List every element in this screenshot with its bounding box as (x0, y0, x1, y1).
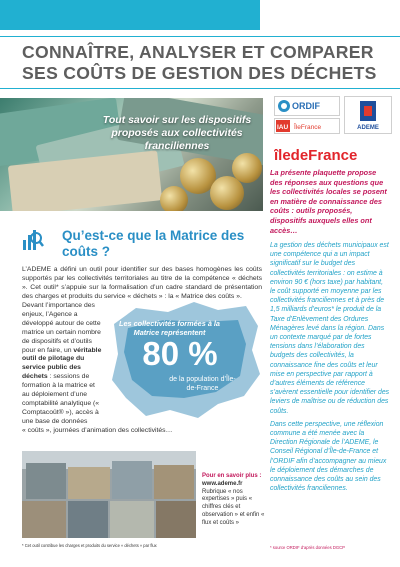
iau-logo-subtext: ÎleFrance (294, 124, 322, 131)
learn-more-title: Pour en savoir plus : (202, 473, 262, 479)
hero-caption: Tout savoir sur les dispositifs proposés aux collectivités franciliennes (102, 114, 252, 152)
side-paragraph-2: Dans cette perspective, une réflexion commune a été menée avec la Direction Régionale de l’ADEME, le Conseil Régional d’Île-de-France et l’ORDIF afin d’accompagner au mieux le déploiement des démarches de connaissance des coûts au sein des collectivités franciliennes. (270, 420, 387, 493)
header-band (0, 0, 260, 30)
ordif-logo (274, 96, 340, 116)
learn-more-box (202, 473, 266, 528)
divider-top (0, 36, 400, 37)
stat-subtitle: de la population d’Île-de-France (169, 376, 236, 392)
ademe-logo (344, 96, 392, 134)
bale-shape (26, 463, 66, 499)
coin-shape (232, 153, 262, 183)
body-paragraph-2-part-c: : sessions de formation à la matrice et au déploiement d’une comptabilité analytique (« Comptacoût® »), accès à une base de données (22, 373, 100, 425)
learn-more-body: Rubrique « nos expertises » puis « chiffres clés et observation » et enfin « flux et coûts » (202, 488, 265, 526)
bale-shape (68, 501, 108, 538)
bale-shape (22, 501, 66, 538)
side-column (270, 241, 390, 493)
body-paragraph-1: L’ADEME a défini un outil pour identifier sur des bases homogènes les coûts supportés par les collectivités territoriales au titre de la compétence « déchets ». Cet outil* s’appuie sur la formalisation d’un cadre standard de présentation des charges et produits du service « déchets » : la « Matrice des coûts ». (22, 266, 262, 300)
stat-value: 80 % (142, 335, 218, 372)
region-idf-logo-text: îledeFrance (274, 147, 358, 164)
body-paragraph-2-part-a: Devant l’importance des enjeux, l’Agence a développé autour de cette matrice un certain nombre de dispositifs et d’outils pour en faire, un (22, 302, 101, 354)
waste-bales-photo (22, 451, 196, 538)
ademe-logo-text: ADEME (357, 125, 379, 131)
page-title-line1: CONNAÎTRE, ANALYSER ET COMPARER (22, 42, 374, 62)
page-title-line2: SES COÛTS DE GESTION DES DÉCHETS (22, 63, 377, 83)
coin-shape (160, 186, 188, 211)
body-paragraph-2-emphasis: véritable outil de pilotage du service public des déchets (22, 346, 102, 381)
divider-title (0, 88, 400, 89)
ordif-logo-text: ORDIF (292, 101, 320, 111)
side-paragraph-1: La gestion des déchets municipaux est une compétence qui a un impact significatif sur le budget des collectivités territoriales : on estime à environ 90 € (hors taxe) par habitant, le coût supporté en moyenne par les collectivités franciliennes et à près de 1,5 milliards d’euros* le produit de la Taxe d’Enlèvement des Ordures Ménagères levé dans la région. Dans un contexte marqué par de fortes tensions dans l’élaboration des budgets des collectivités, la connaissance fine des coûts et leur mise en perspective par rapport à d’autres éléments de référence s’avèrent essentielle pour identifier des leviers de maîtrise ou de réduction des coûts. (270, 242, 390, 415)
hero-banknotes-image (0, 98, 263, 211)
bale-shape (154, 465, 194, 499)
body-paragraph-2-end: « coûts », journées d’animation des collectivités… (22, 427, 173, 434)
iau-logo-text: IAU (277, 124, 289, 131)
region-idf-logo (274, 142, 394, 166)
footnote-right: * source ORDIF d’après données DGCP (270, 545, 345, 550)
learn-more-url[interactable]: www.ademe.fr (202, 480, 243, 487)
iau-logo (274, 118, 340, 134)
bale-shape (110, 501, 154, 538)
stat-label: Les collectivités formées à la Matrice représentent (119, 319, 220, 337)
intro-text: La présente plaquette propose des réponses aux questions que les collectivités locales se posent en matière de connaissance des coûts : outils proposés, dispositifs auxquels elles ont accès… (270, 168, 387, 235)
bale-shape (112, 461, 152, 499)
page-title (22, 42, 392, 84)
footnote-left: * Cet outil contribue les charges et produits du service « déchets » par flux (22, 543, 157, 548)
magnifier-chart-icon (22, 226, 44, 252)
bale-shape (156, 501, 196, 538)
section-title: Qu’est-ce que la Matrice des coûts ? (62, 228, 245, 259)
bale-shape (68, 467, 110, 499)
body-paragraph-2 (22, 302, 104, 427)
partner-logos (270, 96, 400, 176)
